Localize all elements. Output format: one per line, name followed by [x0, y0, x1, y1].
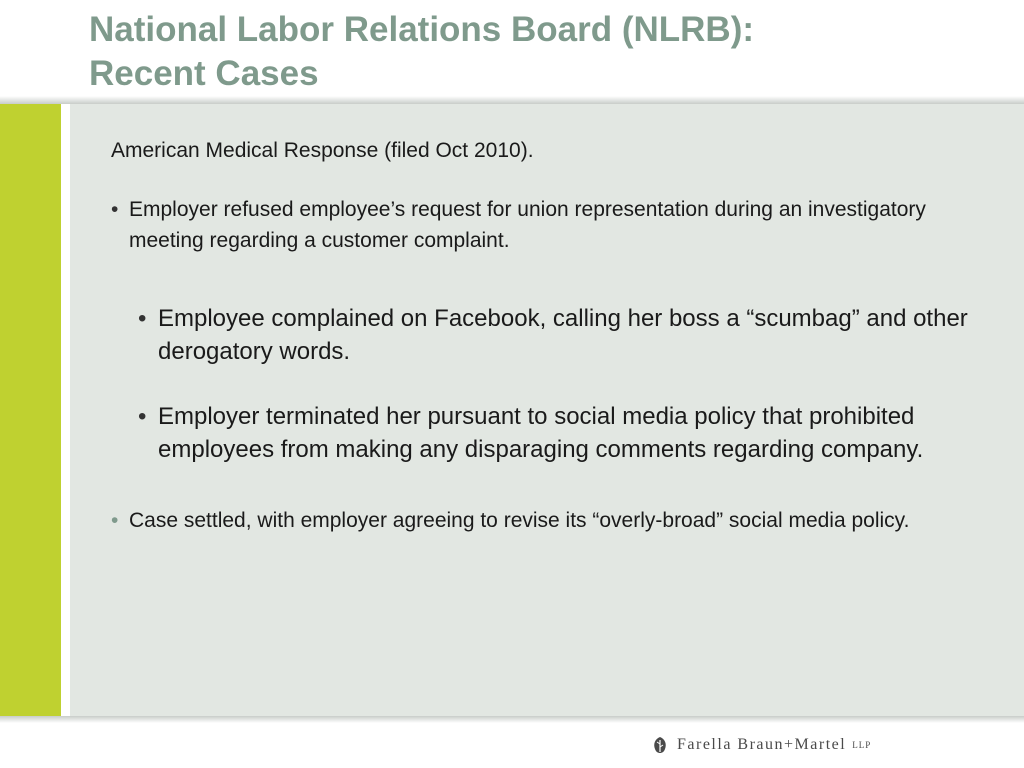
accent-gap — [61, 104, 70, 716]
leaf-icon — [652, 736, 668, 754]
slide-title — [89, 8, 989, 96]
sub-bullet-point — [111, 302, 1001, 368]
bullet-icon: • — [138, 403, 147, 430]
bullet-point — [111, 194, 1001, 256]
slide-title-line-2: Recent Cases — [89, 54, 319, 93]
bullet-icon: • — [111, 198, 119, 221]
firm-suffix: LLP — [852, 740, 872, 750]
accent-bar — [0, 104, 61, 716]
bullet-text: Employer refused employee’s request for union representation during an investigatory meeting regarding a customer complaint. — [129, 198, 926, 252]
bottom-shadow-divider — [0, 716, 1024, 723]
top-shadow-divider — [0, 96, 1024, 104]
case-intro: American Medical Response (filed Oct 2010). — [111, 139, 534, 162]
firm-logo — [652, 735, 871, 755]
sub-bullet-text: Employer terminated her pursuant to social media policy that prohibited employees from making any disparaging comments regarding company. — [158, 403, 924, 463]
slide-title-line-1: National Labor Relations Board (NLRB): — [89, 10, 755, 49]
slide-body — [111, 136, 1001, 536]
bullet-icon: • — [138, 305, 147, 332]
sub-bullet-point — [111, 400, 1001, 466]
bullet-icon: • — [111, 509, 119, 532]
sub-bullet-text: Employee complained on Facebook, calling her boss a “scumbag” and other derogatory words. — [158, 305, 968, 365]
bullet-text: Case settled, with employer agreeing to revise its “overly-broad” social media policy. — [129, 509, 910, 532]
firm-name: Farella Braun+Martel — [677, 736, 847, 753]
bullet-point — [111, 505, 1001, 536]
